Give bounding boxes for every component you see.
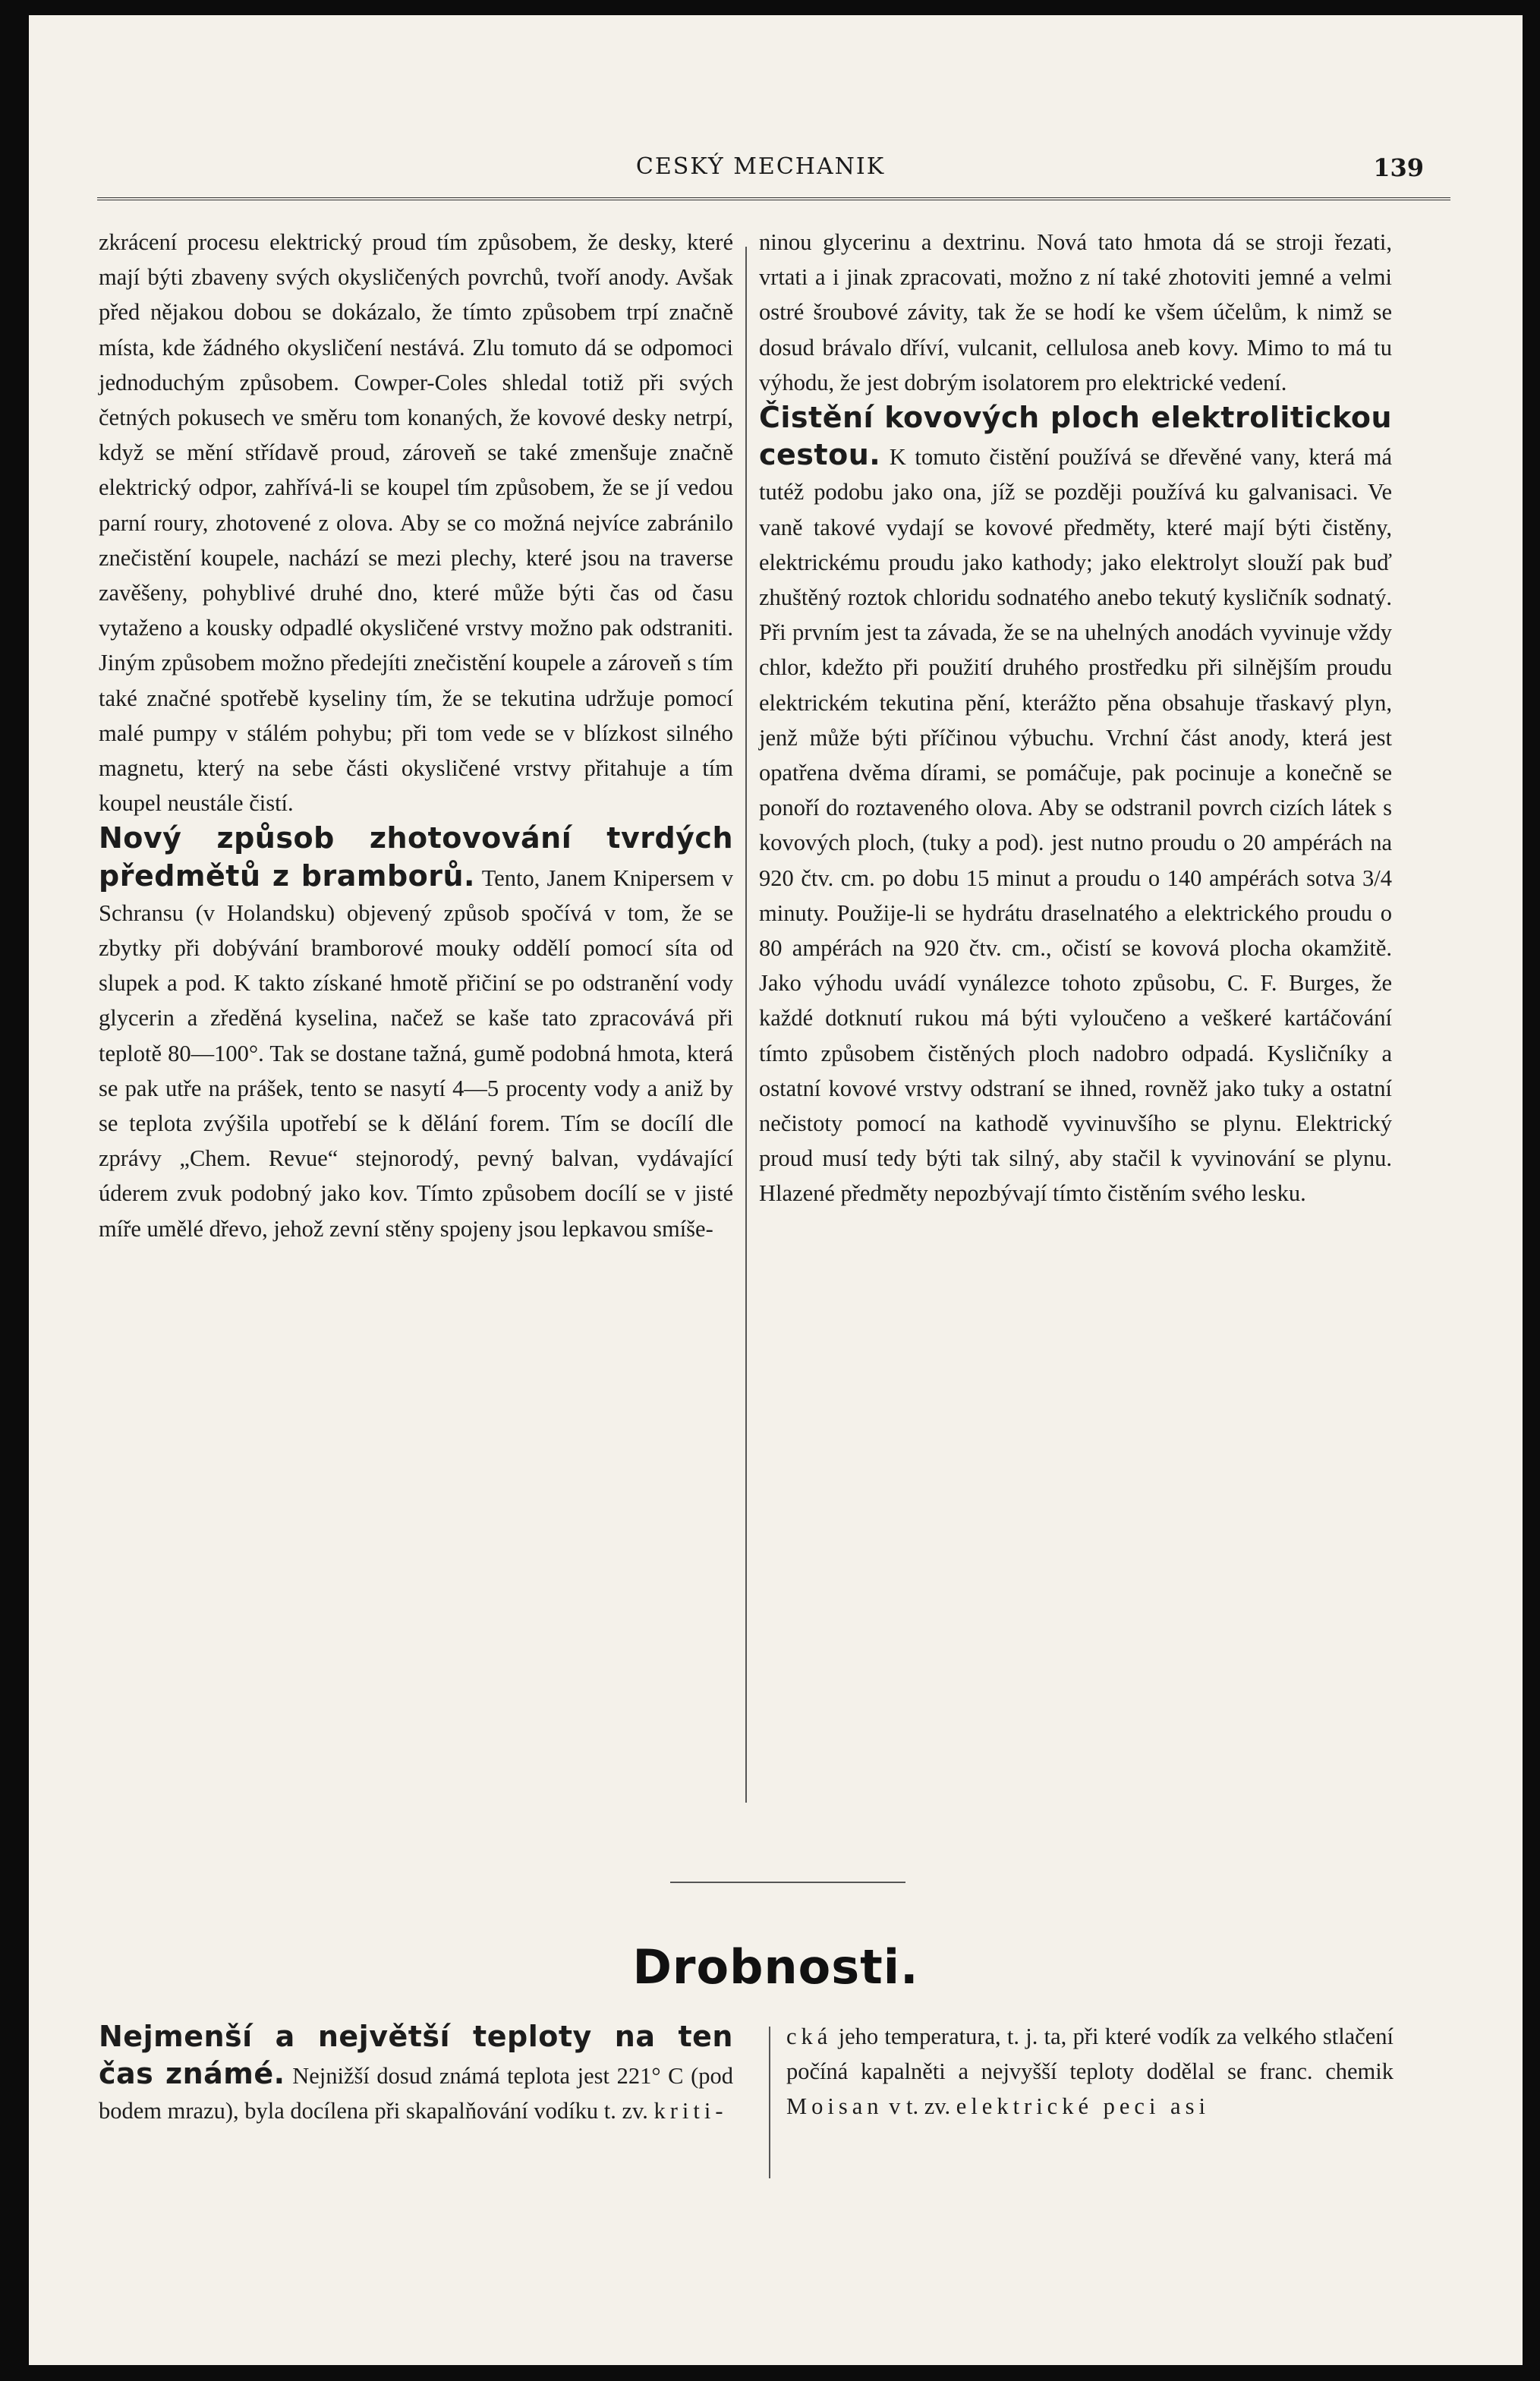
column-divider (745, 247, 747, 1803)
spaced-phrase: elektrické peci asi (956, 2093, 1210, 2120)
paragraph-material-cont: ninou glycerinu a dextrinu. Nová tato hmota dá se stroji řezati, vrtati a i jinak zpracovati, možno z ní také zhotoviti jemné a velmi ostré šroubové závity, tak že se hodí ke všem účelům, k nimž se dosud brávalo dříví, vulcanit, cellulosa aneb kovy. Mimo to má tu výhodu, že jest dobrým isolatorem pro elektrické vedení. (759, 229, 1392, 395)
page-number: 139 (1373, 153, 1424, 182)
article-heading: Nový způsob zhotovování tvrdých předmětů z bramborů. (99, 821, 733, 893)
paragraph-electrolytic-cleaning-cont: zkrácení procesu elektrický proud tím způsobem, že desky, které mají býti zbaveny svých okysličených povrchů, tvoří anody. Avšak před nějakou dobou se dokázalo, že tímto způsobem trpí značně místa, kde žádného okysličení nestává. Zlu tomuto dá se odpomoci jednoduchým způsobem. Cowper-Coles shledal totiž při svých četných pokusech ve směru tom konaných, že kovové desky netrpí, když se mění střídavě proud, zároveň se také zmenšuje značně elektrický odpor, zahřívá-li se koupel tím způsobem, že se jí vedou parní roury, zhotovené z olova. Aby se co možná nejvíce zabránilo znečistění koupele, nachází se mezi plechy, které jsou na traverse zavěšeny, pohyblivé druhé dno, které může býti čas od času vytaženo a kousky odpadlé okysličené vrstvy možno pak odstraniti. Jiným způsobem možno předejíti znečistění koupele a zároveň s tím také značné spotřebě kyseliny tím, že se tekutina udržuje pomocí malé pumpy v stálém pohybu; při tom vede se v blízkost silného magnetu, který na sebe části okysličené vrstvy přitahuje a tím koupel neustále čistí. (99, 229, 733, 817)
article-body: jeho temperatura, t. j. ta, při které vodík za velkého stlačení počíná kapalněti a nejvyšší teploty dodělal se franc. chemik (786, 2024, 1394, 2085)
column-divider (769, 2027, 770, 2178)
header-rule (97, 197, 1450, 200)
article-heading: Nejmenší a největší teploty na ten čas známé. (99, 2020, 733, 2091)
section-rule (670, 1882, 905, 1883)
article-temperatures-cont (786, 2019, 1394, 2124)
section-title-drobnosti: Drobnosti. (632, 1939, 919, 1995)
article-temperatures (99, 2019, 733, 2129)
drobnosti-right-column (786, 2019, 1394, 2124)
spaced-word: kriti- (653, 2098, 728, 2124)
page-header (97, 153, 1424, 191)
journal-title: CESKÝ MECHANIK (635, 153, 886, 180)
article-potato-objects (99, 820, 733, 1246)
drobnosti-left-column (99, 2019, 733, 2129)
right-column (759, 225, 1392, 1211)
article-body: Tento, Janem Knipersem v Schransu (v Holandsku) objevený způsob spočívá v tom, že se zbytky při dobývání bramborové mouky oddělí pomocí síta od slupek a pod. K takto získané hmotě přičiní se po odstranění vody glycerin a zředěná kyselina, načež se kaše tato zpracovává při teplotě 80—100°. Tak se dostane tažná, gumě podobná hmota, která se pak utře na prášek, tento se nasytí 4—5 procenty vody a aniž by se teplota zvýšila upotřebí se k dělání forem. Tím se docílí dle zprávy „Chem. Revue“ stejnorodý, pevný balvan, vydávající úderem zvuk podobný jako kov. Tímto způsobem docílí se v jisté míře umělé dřevo, jehož zevní stěny spojeny jsou lepkavou smíše- (99, 865, 733, 1242)
article-metal-cleaning (759, 400, 1392, 1211)
article-heading: Čistění kovových ploch elektrolitickou cestou. (759, 401, 1392, 472)
spaced-name: Moisan (786, 2093, 883, 2120)
left-column (99, 225, 733, 1246)
page (29, 15, 1523, 2365)
spaced-word: cká (786, 2024, 833, 2049)
article-body: v t. zv. (889, 2093, 951, 2120)
article-body: Nejnižší dosud známá teplota jest 221° C (pod bodem mrazu), byla docílena při skapalňování vodíku t. zv. (99, 2063, 733, 2124)
article-body: K tomuto čistění používá se dřevěné vany, která má tutéž podobu jako ona, jíž se později používá ku galvanisaci. Ve vaně takové vydají se kovové předměty, které mají býti čistěny, elektrickému proudu jako kathody; jako elektrolyt slouží pak buď zhuštěný roztok chloridu sodnatého anebo tekutý kysličník sodnatý. Při prvním jest ta závada, že se na uhelných anodách vyvinuje vždy chlor, kdežto při použití druhého prostředku při silnějším proudu elektrickém tekutina pění, kterážto pěna obsahuje třaskavý plyn, jenž může býti příčinou výbuchu. Vrchní část anody, která jest opatřena dvěma dírami, se pomáčuje, pak pocinuje a konečně se ponoří do roztaveného olova. Aby se odstranil povrch cizích látek s kovových ploch, (tuky a pod). jest nutno proudu o 20 ampérách na 920 čtv. cm. po dobu 15 minut a proudu o 140 ampérách sotva 3/4 minuty. Použije-li se hydrátu draselnatého a elektrického proudu o 80 ampérách na 920 čtv. cm., očistí se kovová plocha okamžitě. Jako výhodu uvádí vynálezce tohoto způsobu, C. F. Burges, že každé dotknutí rukou má býti vyloučeno a veškeré kartáčování tímto způsobem čistěných ploch nadobro odpadá. Kysličníky a ostatní kovové vrstvy odstraní se ihned, rovněž jako tuky a ostatní nečistoty pomocí na kathodě vyvinuvšího se plynu. Elektrický proud musí tedy býti tak silný, aby stačil k vyvinování se plynu. Hlazené předměty nepozbývají tímto čistěním svého lesku. (759, 444, 1393, 1207)
